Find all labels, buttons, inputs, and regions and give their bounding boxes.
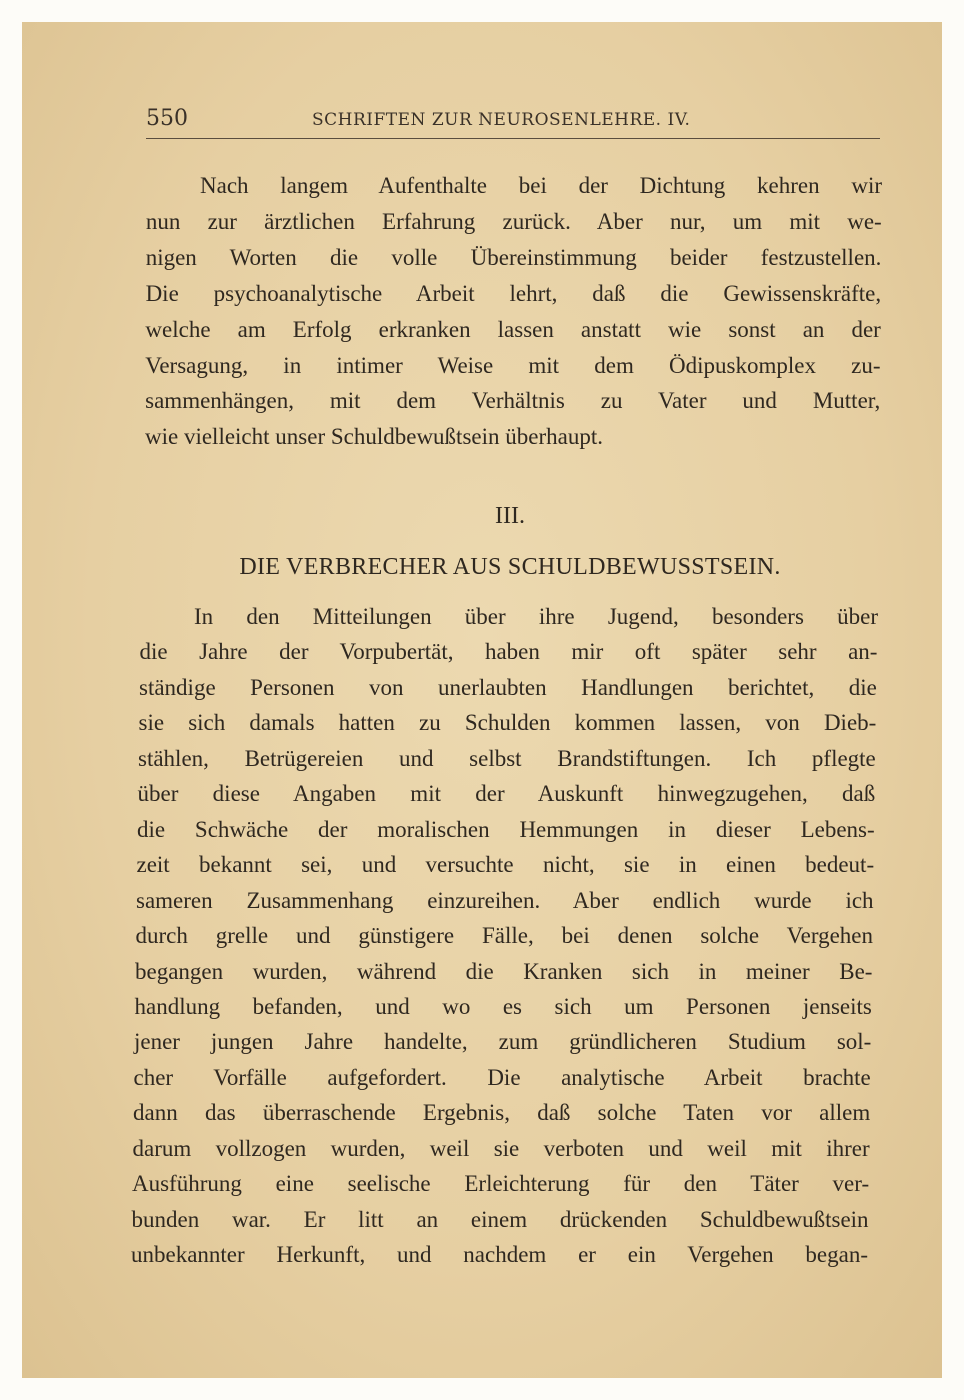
text-line: unbekannter Herkunft, und nachdem er ein Vergehen began- (131, 1242, 868, 1268)
text-line: Versagung, in intimer Weise mit dem Ödipuskomplex zu- (145, 352, 881, 378)
section-title: DIE VERBRECHER AUS SCHULDBEWUSSTSEIN. (239, 554, 781, 580)
text-line: sammenhängen, mit dem Verhältnis zu Vater und Mutter, (145, 388, 881, 414)
page-number: 550 (146, 106, 188, 131)
text-line: durch grelle und günstigere Fälle, bei denen solche Vergehen (135, 923, 873, 949)
page-header (146, 106, 880, 136)
text-line: Die psychoanalytische Arbeit lehrt, daß die Gewissenskräfte, (145, 280, 882, 306)
text-line: die Schwäche der moralischen Hemmungen in dieser Lebens- (137, 816, 875, 842)
text-line: cher Vorfälle aufgefordert. Die analytische Arbeit brachte (133, 1064, 871, 1090)
header-rule (146, 138, 880, 139)
text-line: die Jahre der Vorpubertät, haben mir oft später sehr an- (139, 639, 878, 665)
text-line: In den Mitteilungen über ihre Jugend, besonders über (194, 604, 878, 629)
text-line: nun zur ärztlichen Erfahrung zurück. Aber nur, um mit we- (145, 208, 882, 234)
text-line: sameren Zusammenhang einzureihen. Aber endlich wurde ich (136, 887, 874, 913)
text-line: dann das überraschende Ergebnis, daß solche Taten vor allem (133, 1100, 871, 1126)
text-line: handlung befanden, und wo es sich um Personen jenseits (134, 993, 872, 1019)
text-line: jener jungen Jahre handelte, zum gründlicheren Studium sol- (134, 1029, 872, 1055)
running-title: SCHRIFTEN ZUR NEUROSENLEHRE. IV. (312, 110, 691, 130)
text-line: sie sich damals hatten zu Schulden kommen lassen, von Dieb- (138, 710, 877, 736)
text-line: über diese Angaben mit der Auskunft hinwegzugehen, daß (137, 781, 876, 807)
text-line: begangen wurden, während die Kranken sich in meiner Be- (135, 958, 873, 984)
text-line: Nach langem Aufenthalte bei der Dichtung kehren wir (200, 173, 882, 198)
section-number: III. (495, 503, 525, 529)
text-line: stählen, Betrügereien und selbst Brandstiftungen. Ich pflegte (138, 745, 876, 771)
text-line: welche am Erfolg erkranken lassen anstatt wie sonst an der (145, 316, 881, 342)
text-line: nigen Worten die volle Übereinstimmung beider festzustellen. (145, 244, 882, 270)
text-line: darum vollzogen wurden, weil sie verboten und weil mit ihrer (132, 1135, 870, 1161)
text-line: ständige Personen von unerlaubten Handlungen berichtet, die (139, 674, 877, 700)
text-line: zeit bekannt sei, und versuchte nicht, sie in einen bedeut- (136, 852, 875, 878)
text-line: wie vielleicht unser Schuldbewußtsein überhaupt. (145, 424, 603, 450)
text-line: Ausführung eine seelische Erleichterung für den Täter ver- (132, 1171, 870, 1197)
text-line: bunden war. Er litt an einem drückenden Schuldbewußtsein (131, 1206, 869, 1232)
